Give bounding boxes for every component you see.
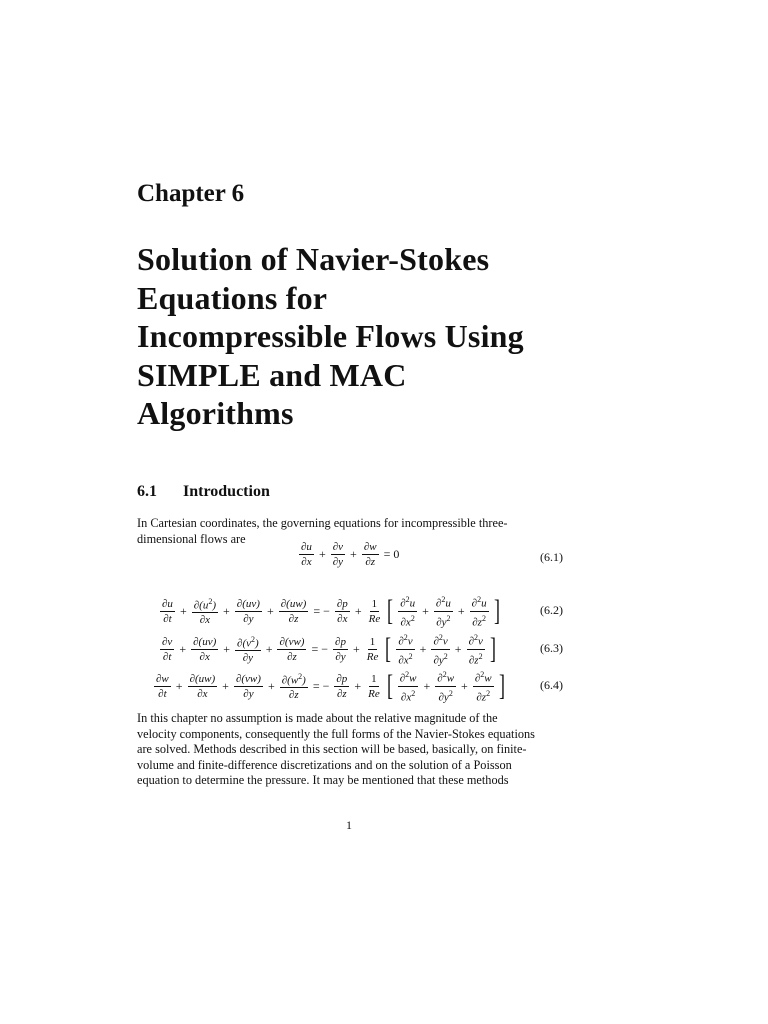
chapter-label: Chapter 6 — [137, 180, 245, 207]
text-line: equation to determine the pressure. It may be mentioned that these methods — [137, 773, 509, 787]
title-line: Solution of Navier-Stokes — [137, 241, 490, 277]
text-line: dimensional flows are — [137, 531, 246, 546]
page-number: 1 — [346, 818, 352, 832]
equation-6-2: $\frac{\partial u}{\partial t}$ + $\frac{\partial(u^2)}{\partial x}$ + $\frac{\partial(uv)}{\partial y}$ + $\frac{\partial(uw)}{\partial z}$ = − $\frac{\partial p}{\partial x}$ + $\frac{1}{Re}$ [ $\frac{\partial^2u}{\partial x^2}$ + $\frac{\partial^2u}{\partial y^2}$ + $\frac{\partial^2u}{\partial z^2}$ ] — [162, 594, 500, 629]
title-line: SIMPLE and MAC — [137, 356, 407, 393]
text-line: In Cartesian coordinates, the governing equations for incompressible three- — [137, 516, 508, 530]
section-number: 6.1 — [137, 483, 157, 500]
body-paragraph — [137, 711, 567, 789]
equation-number: (6.3) — [540, 641, 563, 655]
equation-number: (6.1) — [540, 550, 563, 564]
text-line: In this chapter no assumption is made about the relative magnitude of the — [137, 711, 498, 725]
text-line: are solved. Methods described in this section will be based, basically, on finite- — [137, 742, 527, 756]
title-line: Equations for — [137, 279, 328, 316]
chapter-title — [137, 240, 617, 433]
title-line: Algorithms — [137, 395, 294, 431]
section-title: Introduction — [183, 483, 270, 500]
equation-6-3: $\frac{\partial v}{\partial t}$ + $\frac{\partial(uv)}{\partial x}$ + $\frac{\partial(v^2)}{\partial y}$ + $\frac{\partial(vw)}{\partial z}$ = − $\frac{\partial p}{\partial y}$ + $\frac{1}{Re}$ [ $\frac{\partial^2v}{\partial x^2}$ + $\frac{\partial^2v}{\partial y^2}$ + $\frac{\partial^2v}{\partial z^2}$ ] — [162, 632, 496, 667]
text-line: volume and finite-difference discretizations and on the solution of a Poisson — [137, 757, 512, 772]
text-line: velocity components, consequently the full forms of the Navier-Stokes equations — [137, 726, 535, 741]
equation-number: (6.2) — [540, 603, 563, 617]
title-line: Incompressible Flows Using — [137, 318, 524, 354]
equation-6-4: $\frac{\partial w}{\partial t}$ + $\frac{\partial(uw)}{\partial x}$ + $\frac{\partial(vw)}{\partial y}$ + $\frac{\partial(w^2)}{\partial z}$ = − $\frac{\partial p}{\partial z}$ + $\frac{1}{Re}$ [ $\frac{\partial^2w}{\partial x^2}$ + $\frac{\partial^2w}{\partial y^2}$ + $\frac{\partial^2w}{\partial z^2}$ ] — [156, 669, 505, 704]
equation-6-1: $\frac{\partial u}{\partial x}$ + $\frac{\partial v}{\partial y}$ + $\frac{\partial w}{\partial z}$ = 0 — [301, 541, 400, 568]
equation-number: (6.4) — [540, 678, 563, 692]
section-heading — [137, 483, 270, 501]
